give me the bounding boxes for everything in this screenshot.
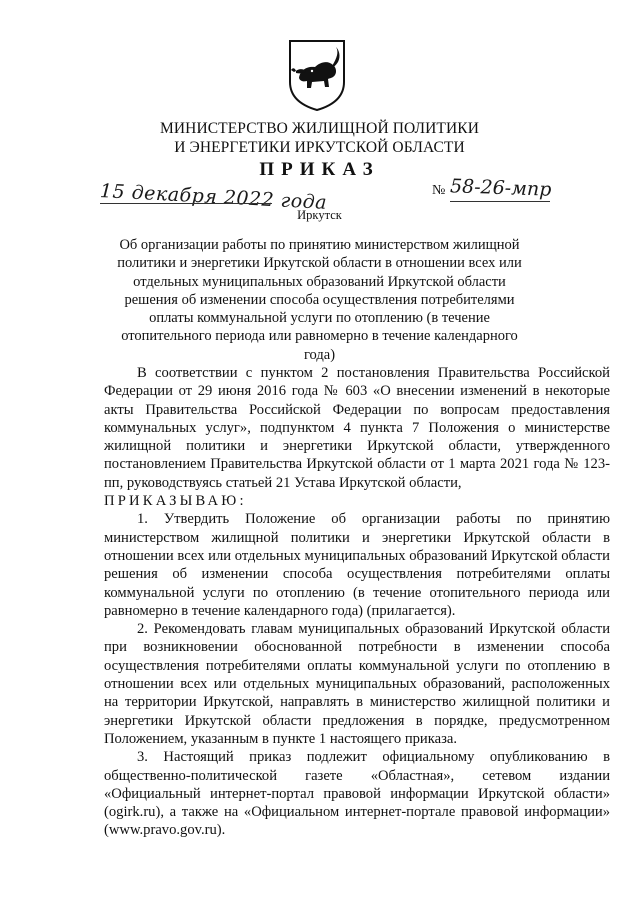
handwritten-date: 15 декабря 2022 года bbox=[99, 180, 328, 214]
order-keyword: ПРИКАЗЫВАЮ: bbox=[104, 493, 247, 510]
org-line-2: И ЭНЕРГЕТИКИ ИРКУТСКОЙ ОБЛАСТИ bbox=[174, 139, 465, 156]
city-name: Иркутск bbox=[297, 208, 342, 222]
order-item-2: 2. Рекомендовать главам муниципальных образований Иркутской области при возникновении обоснованной потребности в изменении способа осуществления потребителями оплаты коммунальной услуги по отоплению в отношении всех или отдельных муниципальных образований, расположенных на территории Иркутской, направлять в министерство жилищной политики и энергетики Иркутской области предложения в порядке, предусмотренном Положением, указанным в пункте 1 настоящего приказа. bbox=[104, 621, 610, 747]
document-subject: Об организации работы по принятию министерством жилищной политики и энергетики Иркутской области в отношении всех или отдельных муниципальных образований Иркутской области решения об изменении способа осуществления потребителями оплаты коммунальной услуги по отоплению (в течение отопительного периода или равномерно в течение календарного года) bbox=[117, 237, 522, 363]
document-body bbox=[104, 364, 610, 840]
order-item-3: 3. Настоящий приказ подлежит официальному опубликованию в общественно-политической газете «Областная», сетевом издании «Официальный интернет-портал правовой информации Иркутской области» (ogirk.ru), а также на «Официальном интернет-портале правовой информации» (www.pravo.gov.ru). bbox=[104, 749, 610, 839]
org-line-1: МИНИСТЕРСТВО ЖИЛИЩНОЙ ПОЛИТИКИ bbox=[159, 120, 480, 137]
document-type-title: ПРИКАЗ bbox=[259, 159, 380, 180]
date-underline bbox=[100, 203, 272, 204]
order-item-1: 1. Утвердить Положение об организации работы по принятию министерством жилищной политики и энергетики Иркутской области в отношении всех или отдельных муниципальных образований Иркутской области решения об изменении способа осуществления потребителями оплаты коммунальной услуги по отоплению (в течение отопительного периода или равномерно в течение календарного года) (прилагается). bbox=[104, 511, 610, 619]
issuing-organization bbox=[0, 119, 639, 157]
number-underline bbox=[450, 201, 550, 202]
preamble-paragraph: В соответствии с пунктом 2 постановления Правительства Российской Федерации от 29 июня 2016 года № 603 «О внесении изменений в некоторые акты Правительства Российской Федерации по вопросам предоставления коммунальных услуг», подпунктом 4 пункта 7 Положения о министерстве жилищной политики и энергетики Иркутской области, утвержденного постановлением Правительства Иркутской области от 1 марта 2021 года № 123-пп, руководствуясь статьей 21 Устава Иркутской области, bbox=[104, 365, 610, 491]
handwritten-number: 58-26-мпр bbox=[449, 175, 552, 201]
number-label: № bbox=[432, 183, 446, 198]
coat-of-arms-icon bbox=[287, 38, 347, 112]
